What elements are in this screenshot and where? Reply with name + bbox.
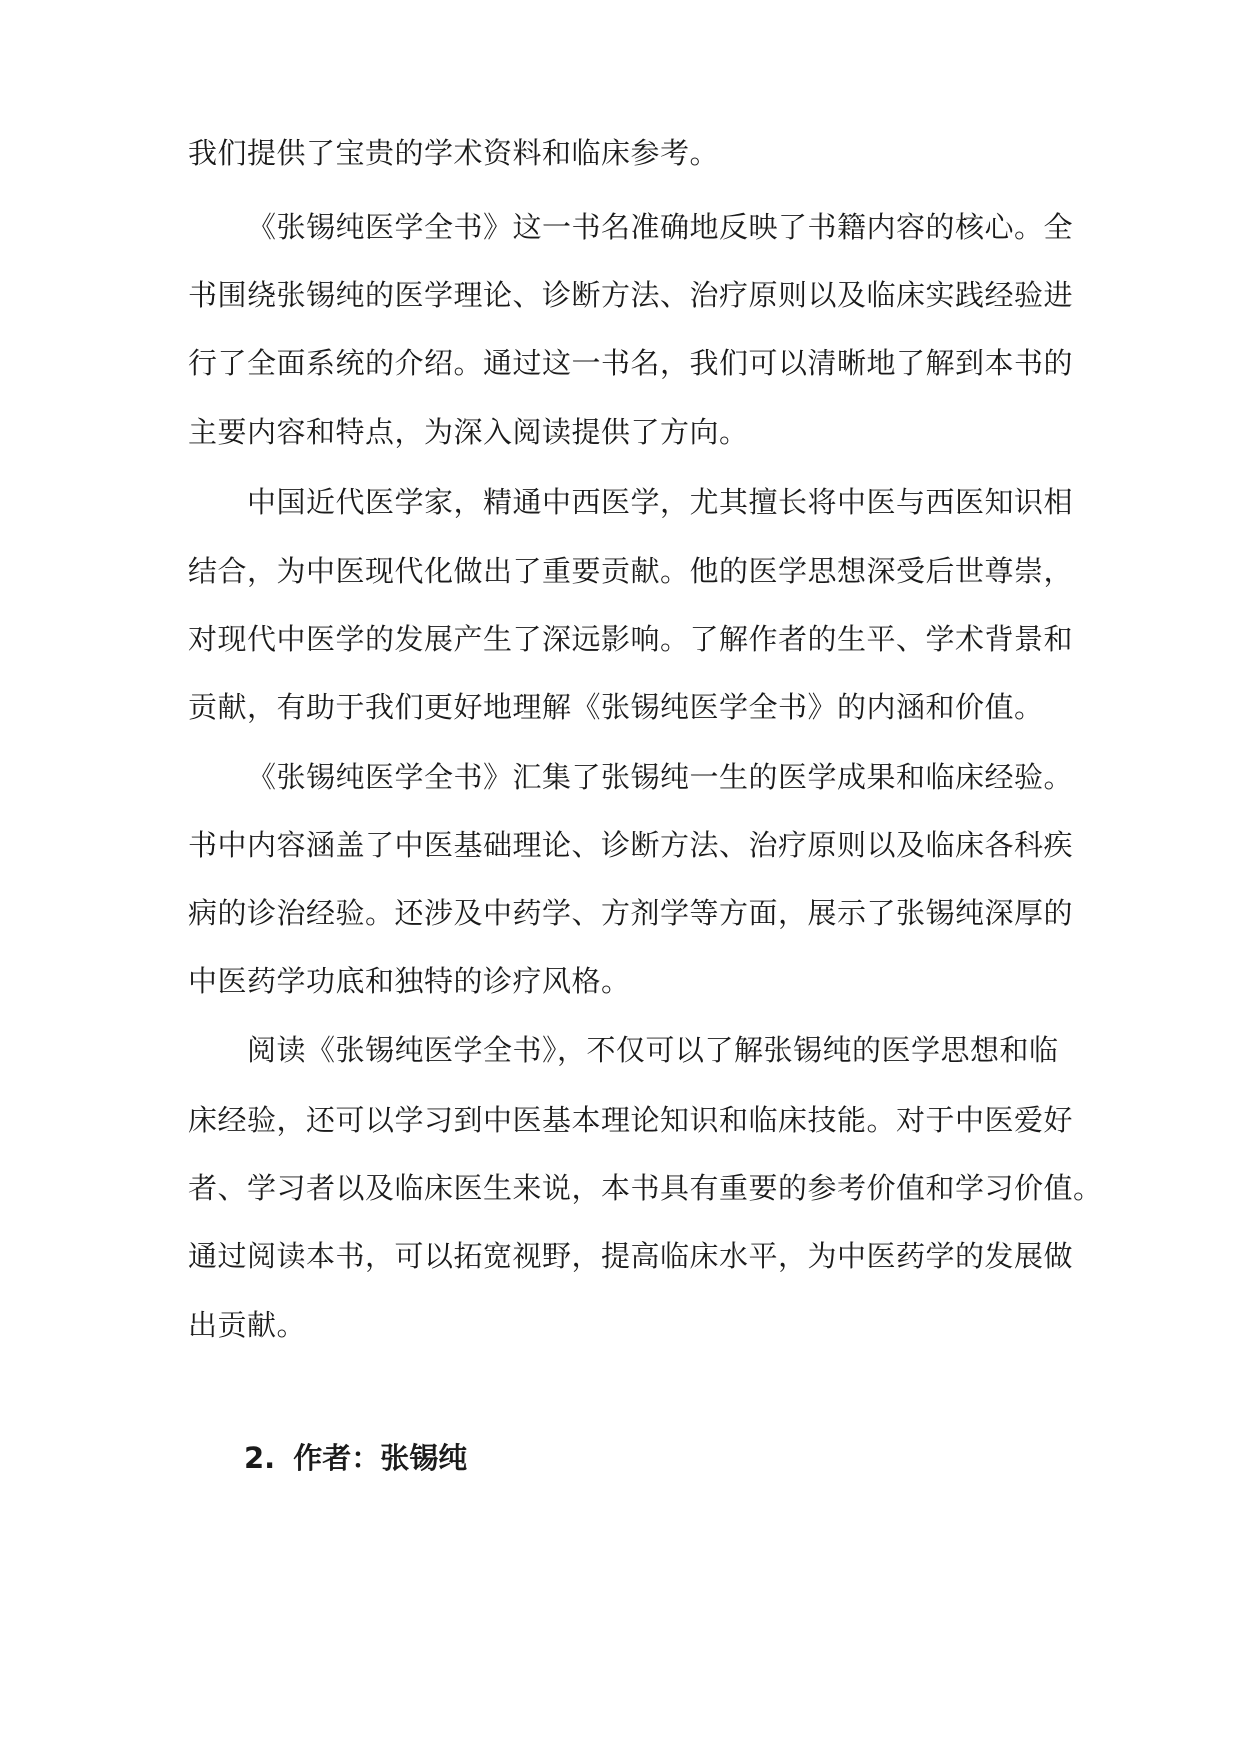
paragraph-line: 贡献，有助于我们更好地理解《张锡纯医学全书》的内涵和价值。: [188, 690, 1044, 724]
paragraph-line: 通过阅读本书，可以拓宽视野，提高临床水平，为中医药学的发展做: [188, 1239, 1074, 1273]
paragraph-line: 床经验，还可以学习到中医基本理论知识和临床技能。对于中医爱好: [188, 1103, 1074, 1137]
paragraph-line: 主要内容和特点，为深入阅读提供了方向。: [188, 415, 749, 449]
paragraph-line: 我们提供了宝贵的学术资料和临床参考。: [188, 136, 720, 170]
paragraph-line: 结合，为中医现代化做出了重要贡献。他的医学思想深受后世尊崇，: [188, 554, 1074, 588]
paragraph-line: 者、学习者以及临床医生来说，本书具有重要的参考价值和学习价值。: [188, 1171, 1103, 1205]
section-number: 2.: [244, 1441, 276, 1475]
section-title: 作者：张锡纯: [293, 1441, 468, 1475]
paragraph-line: 中国近代医学家，精通中西医学，尤其擅长将中医与西医知识相: [247, 485, 1074, 519]
paragraph-line: 出贡献。: [188, 1308, 307, 1342]
paragraph-line: 阅读《张锡纯医学全书》，不仅可以了解张锡纯的医学思想和临: [247, 1033, 1059, 1067]
paragraph-line: 《张锡纯医学全书》这一书名准确地反映了书籍内容的核心。全: [247, 210, 1074, 244]
paragraph-line: 对现代中医学的发展产生了深远影响。了解作者的生平、学术背景和: [188, 622, 1074, 656]
paragraph-line: 书中内容涵盖了中医基础理论、诊断方法、治疗原则以及临床各科疾: [188, 828, 1074, 862]
paragraph-line: 中医药学功底和独特的诊疗风格。: [188, 964, 631, 998]
paragraph-line: 《张锡纯医学全书》汇集了张锡纯一生的医学成果和临床经验。: [247, 760, 1074, 794]
section-heading: [244, 1438, 467, 1478]
paragraph-line: 书围绕张锡纯的医学理论、诊断方法、治疗原则以及临床实践经验进: [188, 278, 1074, 312]
paragraph-line: 行了全面系统的介绍。通过这一书名，我们可以清晰地了解到本书的: [188, 346, 1074, 380]
paragraph-line: 病的诊治经验。还涉及中药学、方剂学等方面，展示了张锡纯深厚的: [188, 896, 1074, 930]
